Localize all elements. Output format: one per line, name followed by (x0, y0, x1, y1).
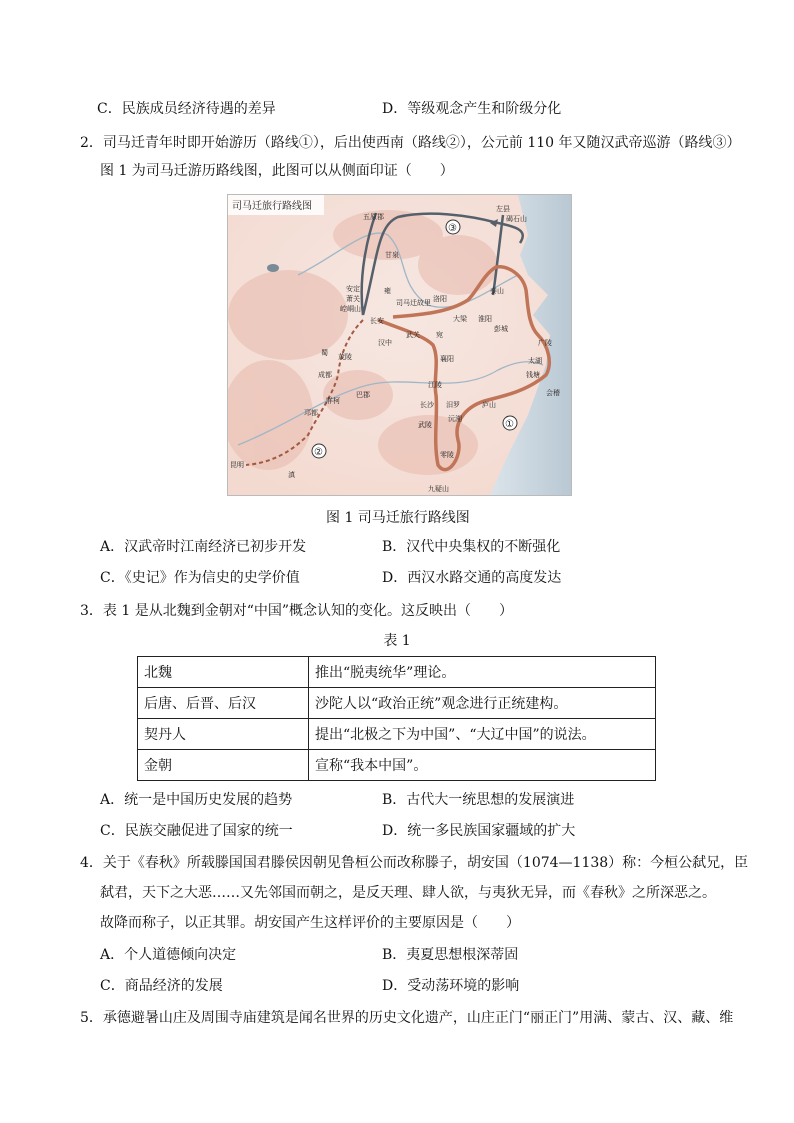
label-luoyang: 洛阳 (433, 296, 447, 303)
table-row (138, 750, 656, 781)
lake (267, 264, 279, 272)
table-cell: 金朝 (138, 750, 309, 781)
label-qiantang: 钱塘 (526, 372, 540, 379)
label-yong: 雍 (384, 288, 391, 295)
label-lushan-west: 牂柯 (326, 398, 340, 405)
label-lushan: 庐山 (482, 402, 496, 409)
label-maoling: 茂陵 (338, 354, 352, 361)
concept-table (137, 656, 656, 781)
label-jiuyi: 九疑山 (428, 486, 449, 493)
label-chengdu: 成都 (318, 372, 332, 379)
label-wuguan: 武关 (406, 332, 420, 339)
label-shu: 蜀 (321, 350, 328, 357)
label-changan: 长安 (370, 318, 384, 325)
label-anding: 安定 (346, 286, 360, 293)
route-2-marker: ② (314, 447, 323, 458)
label-kongtong: 崆峒山 (340, 306, 361, 313)
q3-option-d: D．统一多民族国家疆域的扩大 (382, 823, 576, 839)
q2-option-b: B．汉代中央集权的不断强化 (382, 539, 561, 555)
label-qiong: 邛都 (304, 410, 318, 417)
label-xiangyang: 襄阳 (440, 356, 454, 363)
q4-stem-line1: 4．关于《春秋》所载滕国国君滕侯因朝见鲁桓公而改称滕子，胡安国（1074—1138）称：今桓公弑兄，臣 (80, 855, 749, 871)
label-jieshi: 碣石山 (506, 216, 527, 223)
label-lingling: 零陵 (440, 452, 454, 459)
table-cell: 提出“北极之下为中国”、“大辽中国”的说法。 (309, 719, 656, 750)
q3-option-b: B．古代大一统思想的发展演进 (382, 792, 575, 808)
label-miluo: 汨罗 (446, 402, 460, 409)
label-huaiyang: 淮阳 (478, 316, 492, 323)
table-cell: 宣称“我本中国”。 (309, 750, 656, 781)
q1-option-d: D．等级观念产生和阶级分化 (382, 101, 562, 117)
table-caption: 表 1 (383, 633, 411, 649)
label-gan: 甘泉 (385, 252, 399, 259)
table-cell: 推出“脱夷统华”理论。 (309, 657, 656, 688)
q4-stem-line2: 弑君，天下之大恶……又先邻国而朝之，是反天理、肆人欲，与夷狄无异，而《春秋》之所深恶之。 (100, 885, 716, 901)
label-wuling: 武陵 (418, 422, 432, 429)
label-xiao: 萧关 (346, 296, 360, 303)
map-title: 司马迁旅行路线图 (232, 201, 312, 212)
q2-option-a: A．汉武帝时江南经济已初步开发 (100, 539, 307, 555)
route-3-marker: ③ (448, 223, 457, 234)
q4-option-b: B．夷夏思想根深蒂固 (382, 947, 519, 963)
label-changsha: 长沙 (420, 402, 434, 409)
route-map (227, 194, 572, 496)
label-pengcheng: 彭城 (494, 326, 508, 333)
table-row (138, 719, 656, 750)
label-wan: 宛 (436, 332, 443, 339)
label-bajun: 巴郡 (356, 392, 370, 399)
route-1-marker: ① (505, 419, 514, 430)
q2-option-c: C．《史记》作为信史的史学价值 (100, 570, 300, 586)
label-taishan: 泰山 (490, 288, 504, 295)
label-taihu: 太湖 (528, 358, 542, 365)
q1-option-c: C．民族成员经济待遇的差异 (97, 101, 276, 117)
q3-option-a: A．统一是中国历史发展的趋势 (100, 792, 293, 808)
label-zuo: 左县 (496, 206, 510, 213)
q4-option-c: C．商品经济的发展 (100, 978, 223, 994)
q4-option-d: D．受动荡环境的影响 (382, 978, 520, 994)
table-row (138, 688, 656, 719)
table-row (138, 657, 656, 688)
table-cell: 契丹人 (138, 719, 309, 750)
figure-caption: 图 1 司马迁旅行路线图 (326, 510, 470, 526)
q3-stem: 3．表 1 是从北魏到金朝对“中国”概念认知的变化。这反映出（ ） (80, 603, 514, 619)
table-cell: 后唐、后晋、后汉 (138, 688, 309, 719)
q5-stem-line1: 5．承德避暑山庄及周围寺庙建筑是闻名世界的历史文化遗产，山庄正门“丽正门”用满、蒙古、汉、藏、维 (80, 1010, 734, 1026)
label-jiangling: 江陵 (428, 382, 442, 389)
table-cell: 北魏 (138, 657, 309, 688)
label-daliang: 大梁 (453, 316, 467, 323)
label-dian: 滇 (288, 472, 295, 479)
label-hanzhong: 汉中 (378, 340, 392, 347)
label-guiji: 会稽 (546, 390, 560, 397)
label-guangling: 广陵 (538, 340, 552, 347)
label-wuyuan: 五原郡 (363, 214, 384, 221)
q2-option-d: D．西汉水路交通的高度发达 (382, 570, 562, 586)
label-yuanxiang: 沅湘 (448, 416, 462, 423)
q2-stem-line2: 图 1 为司马迁游历路线图，此图可以从侧面印证（ ） (100, 163, 454, 179)
q4-option-a: A．个人道德倾向决定 (100, 947, 237, 963)
q4-stem-line3: 故降而称子，以正其罪。胡安国产生这样评价的主要原因是（ ） (100, 915, 520, 931)
label-mapang: 司马迁故里 (396, 300, 431, 307)
table-cell: 沙陀人以“政治正统”观念进行正统建构。 (309, 688, 656, 719)
q3-option-c: C．民族交融促进了国家的统一 (100, 823, 293, 839)
label-kunming: 昆明 (230, 462, 244, 469)
q2-stem-line1: 2．司马迁青年时即开始游历（路线①），后出使西南（路线②），公元前 110 年又随汉武帝巡游（路线③） (80, 135, 741, 151)
